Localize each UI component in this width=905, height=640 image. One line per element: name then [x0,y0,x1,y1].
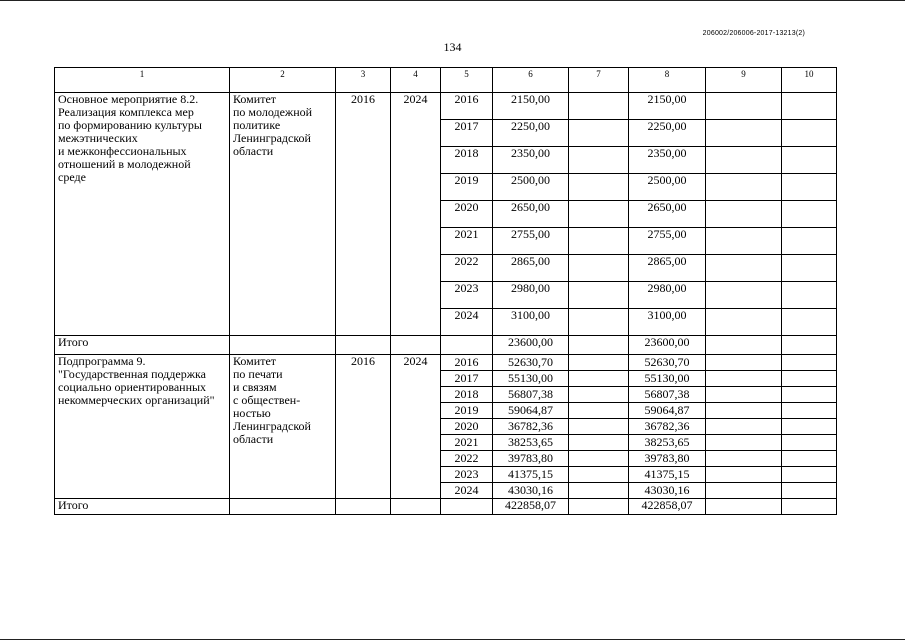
empty-cell [782,309,837,336]
total-funding-cell: 39783,80 [493,451,569,467]
empty-cell [569,336,629,355]
empty-cell [569,451,629,467]
year-cell: 2016 [441,355,493,371]
end-year-cell: 2024 [391,93,441,336]
regional-funding-cell: 2250,00 [629,120,706,147]
header-col-8: 8 [629,68,706,93]
header-col-4: 4 [391,68,441,93]
empty-cell [782,483,837,499]
empty-cell [706,355,782,371]
header-col-2: 2 [230,68,336,93]
header-col-3: 3 [336,68,391,93]
regional-funding-cell: 2350,00 [629,147,706,174]
empty-cell [706,435,782,451]
scan-edge-top [0,0,905,1]
empty-cell [706,483,782,499]
empty-cell [782,467,837,483]
executor-line: области [233,144,274,158]
empty-cell [782,201,837,228]
regional-funding-cell: 2755,00 [629,228,706,255]
empty-cell [782,93,837,120]
total-funding-cell: 2755,00 [493,228,569,255]
empty-cell [706,147,782,174]
empty-cell [441,336,493,355]
empty-cell [391,336,441,355]
executor-line: области [233,432,274,446]
activity-name-line: Подпрограмма 9. [58,354,146,368]
total-funding-cell: 55130,00 [493,371,569,387]
empty-cell [230,336,336,355]
empty-cell [782,282,837,309]
year-cell: 2016 [441,93,493,120]
total-funding-cell: 59064,87 [493,403,569,419]
section-subprogram-9 [55,355,837,515]
empty-cell [782,355,837,371]
year-cell: 2019 [441,403,493,419]
empty-cell [782,419,837,435]
empty-cell [782,147,837,174]
empty-cell [706,309,782,336]
year-cell: 2023 [441,467,493,483]
regional-funding-cell: 2980,00 [629,282,706,309]
empty-cell [569,467,629,483]
total-funding-cell: 2865,00 [493,255,569,282]
empty-cell [706,419,782,435]
empty-cell [706,201,782,228]
total-funding-cell: 2250,00 [493,120,569,147]
empty-cell [569,419,629,435]
regional-funding-cell: 2500,00 [629,174,706,201]
empty-cell [706,467,782,483]
year-cell: 2018 [441,147,493,174]
empty-cell [569,120,629,147]
empty-cell [706,228,782,255]
empty-cell [569,282,629,309]
header-col-6: 6 [493,68,569,93]
empty-cell [706,93,782,120]
total-funding-cell: 2650,00 [493,201,569,228]
year-cell: 2021 [441,228,493,255]
year-cell: 2024 [441,309,493,336]
empty-cell [569,499,629,515]
table-row [55,355,837,371]
total-funding-cell: 38253,65 [493,435,569,451]
total-funding-cell: 2350,00 [493,147,569,174]
empty-cell [782,387,837,403]
total-funding-cell: 36782,36 [493,419,569,435]
activity-name-line: межэтнических [58,131,138,145]
regional-funding-cell: 23600,00 [629,336,706,355]
year-cell: 2023 [441,282,493,309]
empty-cell [782,403,837,419]
executor-line: Комитет [233,354,277,368]
regional-funding-cell: 59064,87 [629,403,706,419]
regional-funding-cell: 41375,15 [629,467,706,483]
empty-cell [569,355,629,371]
total-row [55,499,837,515]
executor-line: с обществен- [233,393,301,407]
header-col-5: 5 [441,68,493,93]
total-row [55,336,837,355]
empty-cell [782,228,837,255]
start-year-cell: 2016 [336,93,391,336]
empty-cell [706,403,782,419]
regional-funding-cell: 56807,38 [629,387,706,403]
executor-line: Ленинградской [233,419,311,433]
executor-line: по молодежной [233,105,313,119]
year-cell: 2017 [441,120,493,147]
year-cell: 2020 [441,201,493,228]
empty-cell [569,371,629,387]
empty-cell [569,228,629,255]
regional-funding-cell: 2650,00 [629,201,706,228]
activity-name-line: отношений в молодежной [58,157,191,171]
header-row [55,68,837,93]
executor-line: и связям [233,380,277,394]
empty-cell [782,120,837,147]
executor-line: Комитет [233,92,277,106]
regional-funding-cell: 422858,07 [629,499,706,515]
empty-cell [569,403,629,419]
year-cell: 2021 [441,435,493,451]
year-cell: 2019 [441,174,493,201]
empty-cell [706,499,782,515]
empty-cell [230,499,336,515]
empty-cell [782,336,837,355]
activity-name-line: по формированию культуры [58,118,202,132]
regional-funding-cell: 43030,16 [629,483,706,499]
regional-funding-cell: 39783,80 [629,451,706,467]
document-id: 206002/206006-2017-13213(2) [702,30,805,37]
header-col-9: 9 [706,68,782,93]
empty-cell [706,451,782,467]
empty-cell [706,371,782,387]
activity-name-line: Основное мероприятие 8.2. [58,92,199,106]
activity-name-line: и межконфессиональных [58,144,187,158]
header-col-7: 7 [569,68,629,93]
year-cell: 2022 [441,451,493,467]
empty-cell [569,147,629,174]
executor-cell [230,355,336,499]
empty-cell [706,336,782,355]
year-cell: 2024 [441,483,493,499]
empty-cell [569,435,629,451]
page-number: 134 [443,40,462,54]
total-funding-cell: 56807,38 [493,387,569,403]
executor-line: ностью [233,406,271,420]
executor-line: по печати [233,367,283,381]
activity-name-line: среде [58,170,86,184]
empty-cell [782,371,837,387]
header-col-1: 1 [55,68,230,93]
total-funding-cell: 3100,00 [493,309,569,336]
executor-line: политике [233,118,281,132]
empty-cell [441,499,493,515]
regional-funding-cell: 2865,00 [629,255,706,282]
empty-cell [336,499,391,515]
empty-cell [569,174,629,201]
total-funding-cell: 2500,00 [493,174,569,201]
empty-cell [336,336,391,355]
year-cell: 2020 [441,419,493,435]
empty-cell [782,174,837,201]
regional-funding-cell: 2150,00 [629,93,706,120]
start-year-cell: 2016 [336,355,391,499]
empty-cell [569,201,629,228]
total-funding-cell: 23600,00 [493,336,569,355]
year-cell: 2017 [441,371,493,387]
table-row [55,93,837,120]
empty-cell [706,387,782,403]
activity-name-line: "Государственная поддержка [58,367,206,381]
empty-cell [782,255,837,282]
empty-cell [569,255,629,282]
empty-cell [569,309,629,336]
empty-cell [782,499,837,515]
empty-cell [706,255,782,282]
activity-name-line: некоммерческих организаций" [58,393,215,407]
total-funding-cell: 43030,16 [493,483,569,499]
empty-cell [706,174,782,201]
total-funding-cell: 52630,70 [493,355,569,371]
regional-funding-cell: 55130,00 [629,371,706,387]
regional-funding-cell: 36782,36 [629,419,706,435]
empty-cell [569,93,629,120]
empty-cell [569,387,629,403]
executor-line: Ленинградской [233,131,311,145]
regional-funding-cell: 52630,70 [629,355,706,371]
activity-name-line: Реализация комплекса мер [58,105,194,119]
section-8-2 [55,93,837,355]
header-col-10: 10 [782,68,837,93]
empty-cell [569,483,629,499]
executor-cell [230,93,336,336]
total-label-cell: Итого [55,336,230,355]
total-funding-cell: 2150,00 [493,93,569,120]
regional-funding-cell: 38253,65 [629,435,706,451]
year-cell: 2022 [441,255,493,282]
total-label-cell: Итого [55,499,230,515]
budget-table [54,67,837,515]
end-year-cell: 2024 [391,355,441,499]
total-funding-cell: 41375,15 [493,467,569,483]
regional-funding-cell: 3100,00 [629,309,706,336]
empty-cell [706,282,782,309]
empty-cell [706,120,782,147]
empty-cell [391,499,441,515]
year-cell: 2018 [441,387,493,403]
total-funding-cell: 2980,00 [493,282,569,309]
activity-name-cell [55,355,230,499]
activity-name-line: социально ориентированных [58,380,207,394]
empty-cell [782,451,837,467]
activity-name-cell [55,93,230,336]
empty-cell [782,435,837,451]
total-funding-cell: 422858,07 [493,499,569,515]
